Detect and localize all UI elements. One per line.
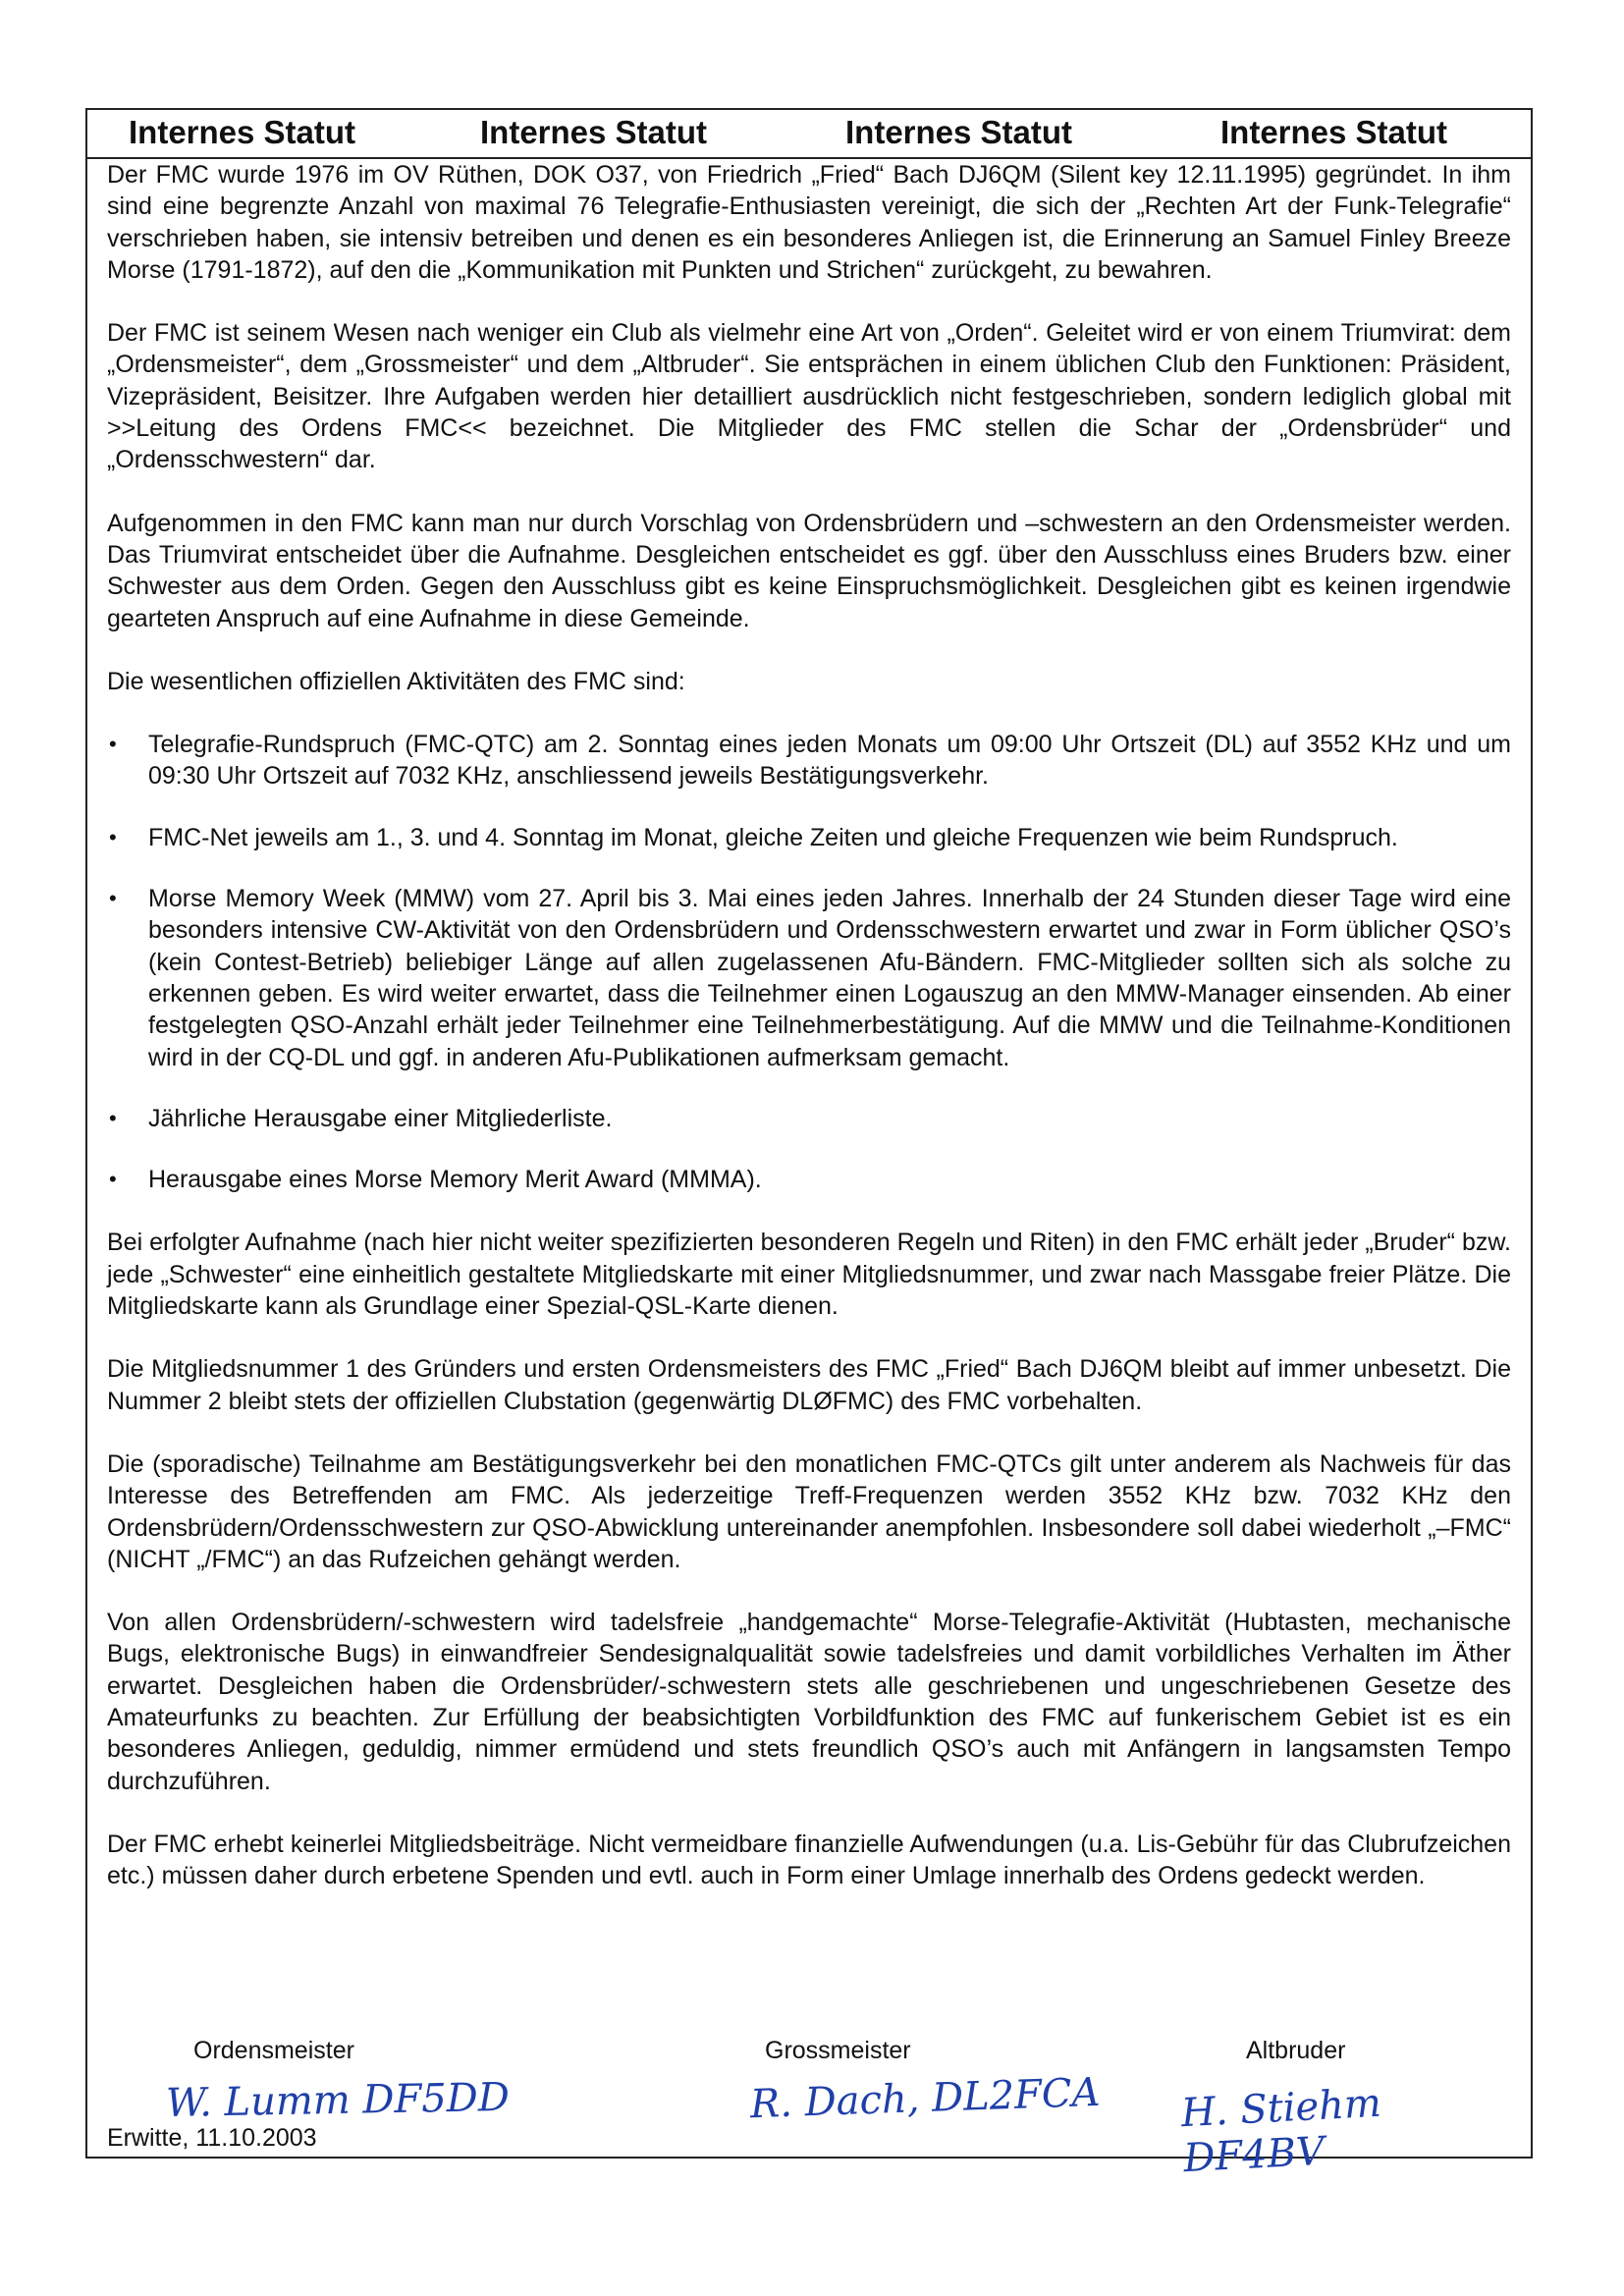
place-date: Erwitte, 11.10.2003 bbox=[107, 2124, 317, 2152]
activity-text: FMC-Net jeweils am 1., 3. und 4. Sonntag im Monat, gleiche Zeiten und gleiche Frequenzen wie beim Rundspruch. bbox=[148, 823, 1398, 851]
activity-list-item bbox=[107, 822, 1511, 853]
paragraph-admission: Aufgenommen in den FMC kann man nur durch Vorschlag von Ordensbrüdern und –schwestern an den Ordensmeister werden. Das Triumvirat entscheidet über die Aufnahme. Desgleichen entscheidet es ggf. über den Ausschluss eines Bruders bzw. einer Schwester aus dem Orden. Gegen den Ausschluss gibt es keine Einspruchsmöglichkeit. Desgleichen gibt es keinen irgendwie gearteten Anspruch auf eine Aufnahme in diese Gemeinde. bbox=[107, 509, 1511, 632]
activity-list-item bbox=[107, 1103, 1511, 1134]
paragraph-membership-card: Bei erfolgter Aufnahme (nach hier nicht weiter spezifizierten besonderen Regeln und Riten) in den FMC erhält jeder „Bruder“ bzw. jede „Schwester“ eine einheitlich gestaltete Mitgliedskarte mit einer Mitgliedsnummer, und zwar nach Massgabe freier Plätze. Die Mitgliedskarte kann als Grundlage einer Spezial-QSL-Karte dienen. bbox=[107, 1229, 1511, 1321]
header-title: Internes Statut bbox=[129, 114, 356, 150]
paragraph-activities-intro: Die wesentlichen offiziellen Aktivitäten des FMC sind: bbox=[107, 667, 685, 695]
document-header bbox=[87, 110, 1531, 159]
signature-grossmeister: R. Dach, DL2FCA bbox=[749, 2069, 1102, 2128]
activity-text: Telegrafie-Rundspruch (FMC-QTC) am 2. Sonntag eines jeden Monats um 09:00 Uhr Ortszeit (DL) auf 3552 KHz und um 09:30 Uhr Ortszeit auf 7032 KHz, anschliessend jeweils Bestätigungsverkehr. bbox=[148, 731, 1511, 791]
activity-text: Morse Memory Week (MMW) vom 27. April bis 3. Mai eines jeden Jahres. Innerhalb der 24 Stunden dieser Tage wird eine besonders intensive CW-Aktivität von den Ordensbrüdern und Ordensschwestern erwartet und zwar in Form üblicher QSO’s (kein Contest-Betrieb) beliebiger Länge auf allen zugelassenen Afu-Bändern. FMC-Mitglieder sollten sich als solche zu erkennen geben. Es wird weiter erwartet, dass die Teilnehmer einen Logauszug an den MMW-Manager einsenden. Ab einer festgelegten QSO-Anzahl erhält jeder Teilnehmer eine Teilnehmerbestätigung. Auf die MMW und die Teilnahme-Konditionen wird in der CQ-DL und ggf. in anderen Afu-Publikationen aufmerksam gemacht. bbox=[148, 885, 1511, 1071]
statute-document bbox=[85, 108, 1533, 2182]
header-title: Internes Statut bbox=[845, 114, 1073, 150]
paragraph-fees: Der FMC erhebt keinerlei Mitgliedsbeiträge. Nicht vermeidbare finanzielle Aufwendungen (u.a. Lis-Gebühr für das Clubrufzeichen etc.) müssen daher durch erbetene Spenden und evtl. auch in Form einer Umlage innerhalb des Ordens gedeckt werden. bbox=[107, 1830, 1511, 1890]
paragraph-order: Der FMC ist seinem Wesen nach weniger ein Club als vielmehr eine Art von „Orden“. Geleitet wird er von einem Triumvirat: dem „Ordensmeister“, dem „Grossmeister“ und dem „Altbruder“. Sie entsprächen in einem üblichen Club den Funktionen: Präsident, Vizepräsident, Beisitzer. Ihre Aufgaben werden hier detailliert ausdrücklich nicht festgeschrieben, sondern lediglich global mit >>Leitung des Ordens FMC<< bezeichnet. Die Mitglieder des FMC stellen die Schar der „Ordensbrüder“ und „Ordensschwestern“ dar. bbox=[107, 319, 1511, 474]
paragraph-founding: Der FMC wurde 1976 im OV Rüthen, DOK O37, von Friedrich „Fried“ Bach DJ6QM (Silent key 12.11.1995) gegründet. In ihm sind eine begrenzte Anzahl von maximal 76 Telegrafie-Enthusiasten vereinigt, die sich der „Rechten Art der Funk-Telegrafie“ verschrieben haben, sie intensiv betreiben und denen es ein besonderes Anliegen ist, die Erinnerung an Samuel Finley Breeze Morse (1791-1872), auf den die „Kommunikation mit Punkten und Strichen“ zurückgeht, zu bewahren. bbox=[107, 161, 1511, 284]
header-title: Internes Statut bbox=[480, 114, 708, 150]
paragraph-participation: Die (sporadische) Teilnahme am Bestätigungsverkehr bei den monatlichen FMC-QTCs gilt unter anderem als Nachweis für das Interesse des Betreffenden am FMC. Als jederzeitige Treff-Frequenzen werden 3552 KHz bzw. 7032 KHz den Ordensbrüdern/Ordensschwestern zur QSO-Abwicklung untereinander anempfohlen. Insbesondere soll dabei wiederholt „–FMC“ (NICHT „/FMC“) an das Rufzeichen gehängt werden. bbox=[107, 1449, 1511, 1573]
activity-text: Jährliche Herausgabe einer Mitgliederliste. bbox=[148, 1104, 613, 1132]
role-ordensmeister: Ordensmeister bbox=[193, 2037, 354, 2064]
bullet-icon: • bbox=[109, 732, 117, 757]
bullet-icon: • bbox=[109, 886, 117, 911]
role-grossmeister: Grossmeister bbox=[765, 2037, 911, 2064]
activity-list-item bbox=[107, 729, 1511, 793]
bullet-icon: • bbox=[109, 1105, 117, 1130]
signature-altbruder: H. Stiehm DF4BV bbox=[1179, 2080, 1382, 2182]
bullet-icon: • bbox=[109, 1167, 117, 1192]
document-body bbox=[107, 159, 1511, 1891]
activity-text: Herausgabe eines Morse Memory Merit Award (MMMA). bbox=[148, 1166, 762, 1194]
activity-list-item bbox=[107, 883, 1511, 1073]
role-altbruder: Altbruder bbox=[1246, 2037, 1346, 2064]
activity-list-item bbox=[107, 1164, 1511, 1195]
paragraph-member-number: Die Mitgliedsnummer 1 des Gründers und ersten Ordensmeisters des FMC „Fried“ Bach DJ6QM bleibt auf immer unbesetzt. Die Nummer 2 bleibt stets der offiziellen Clubstation (gegenwärtig DLØFMC) des FMC vorbehalten. bbox=[107, 1355, 1511, 1415]
paragraph-conduct: Von allen Ordensbrüdern/-schwestern wird tadelsfreie „handgemachte“ Morse-Telegrafie-Aktivität (Hubtasten, mechanische Bugs, elektronische Bugs) in einwandfreier Sendesignalqualität sowie tadelsfreies und damit vorbildliches Verhalten im Äther erwartet. Desgleichen haben die Ordensbrüder/-schwestern stets alle geschriebenen und ungeschriebenen Gesetze des Amateurfunks zu beachten. Zur Erfüllung der beabsichtigten Vorbildfunktion des FMC auf funkerischem Gebiet ist es ein besonderes Anliegen, geduldig, nimmer ermüdend und stets freundlich QSO’s auch mit Anfängern in langsamsten Tempo durchzuführen. bbox=[107, 1609, 1511, 1795]
header-title: Internes Statut bbox=[1220, 114, 1448, 150]
bullet-icon: • bbox=[109, 824, 117, 849]
signature-ordensmeister: W. Lumm DF5DD bbox=[165, 2074, 511, 2127]
